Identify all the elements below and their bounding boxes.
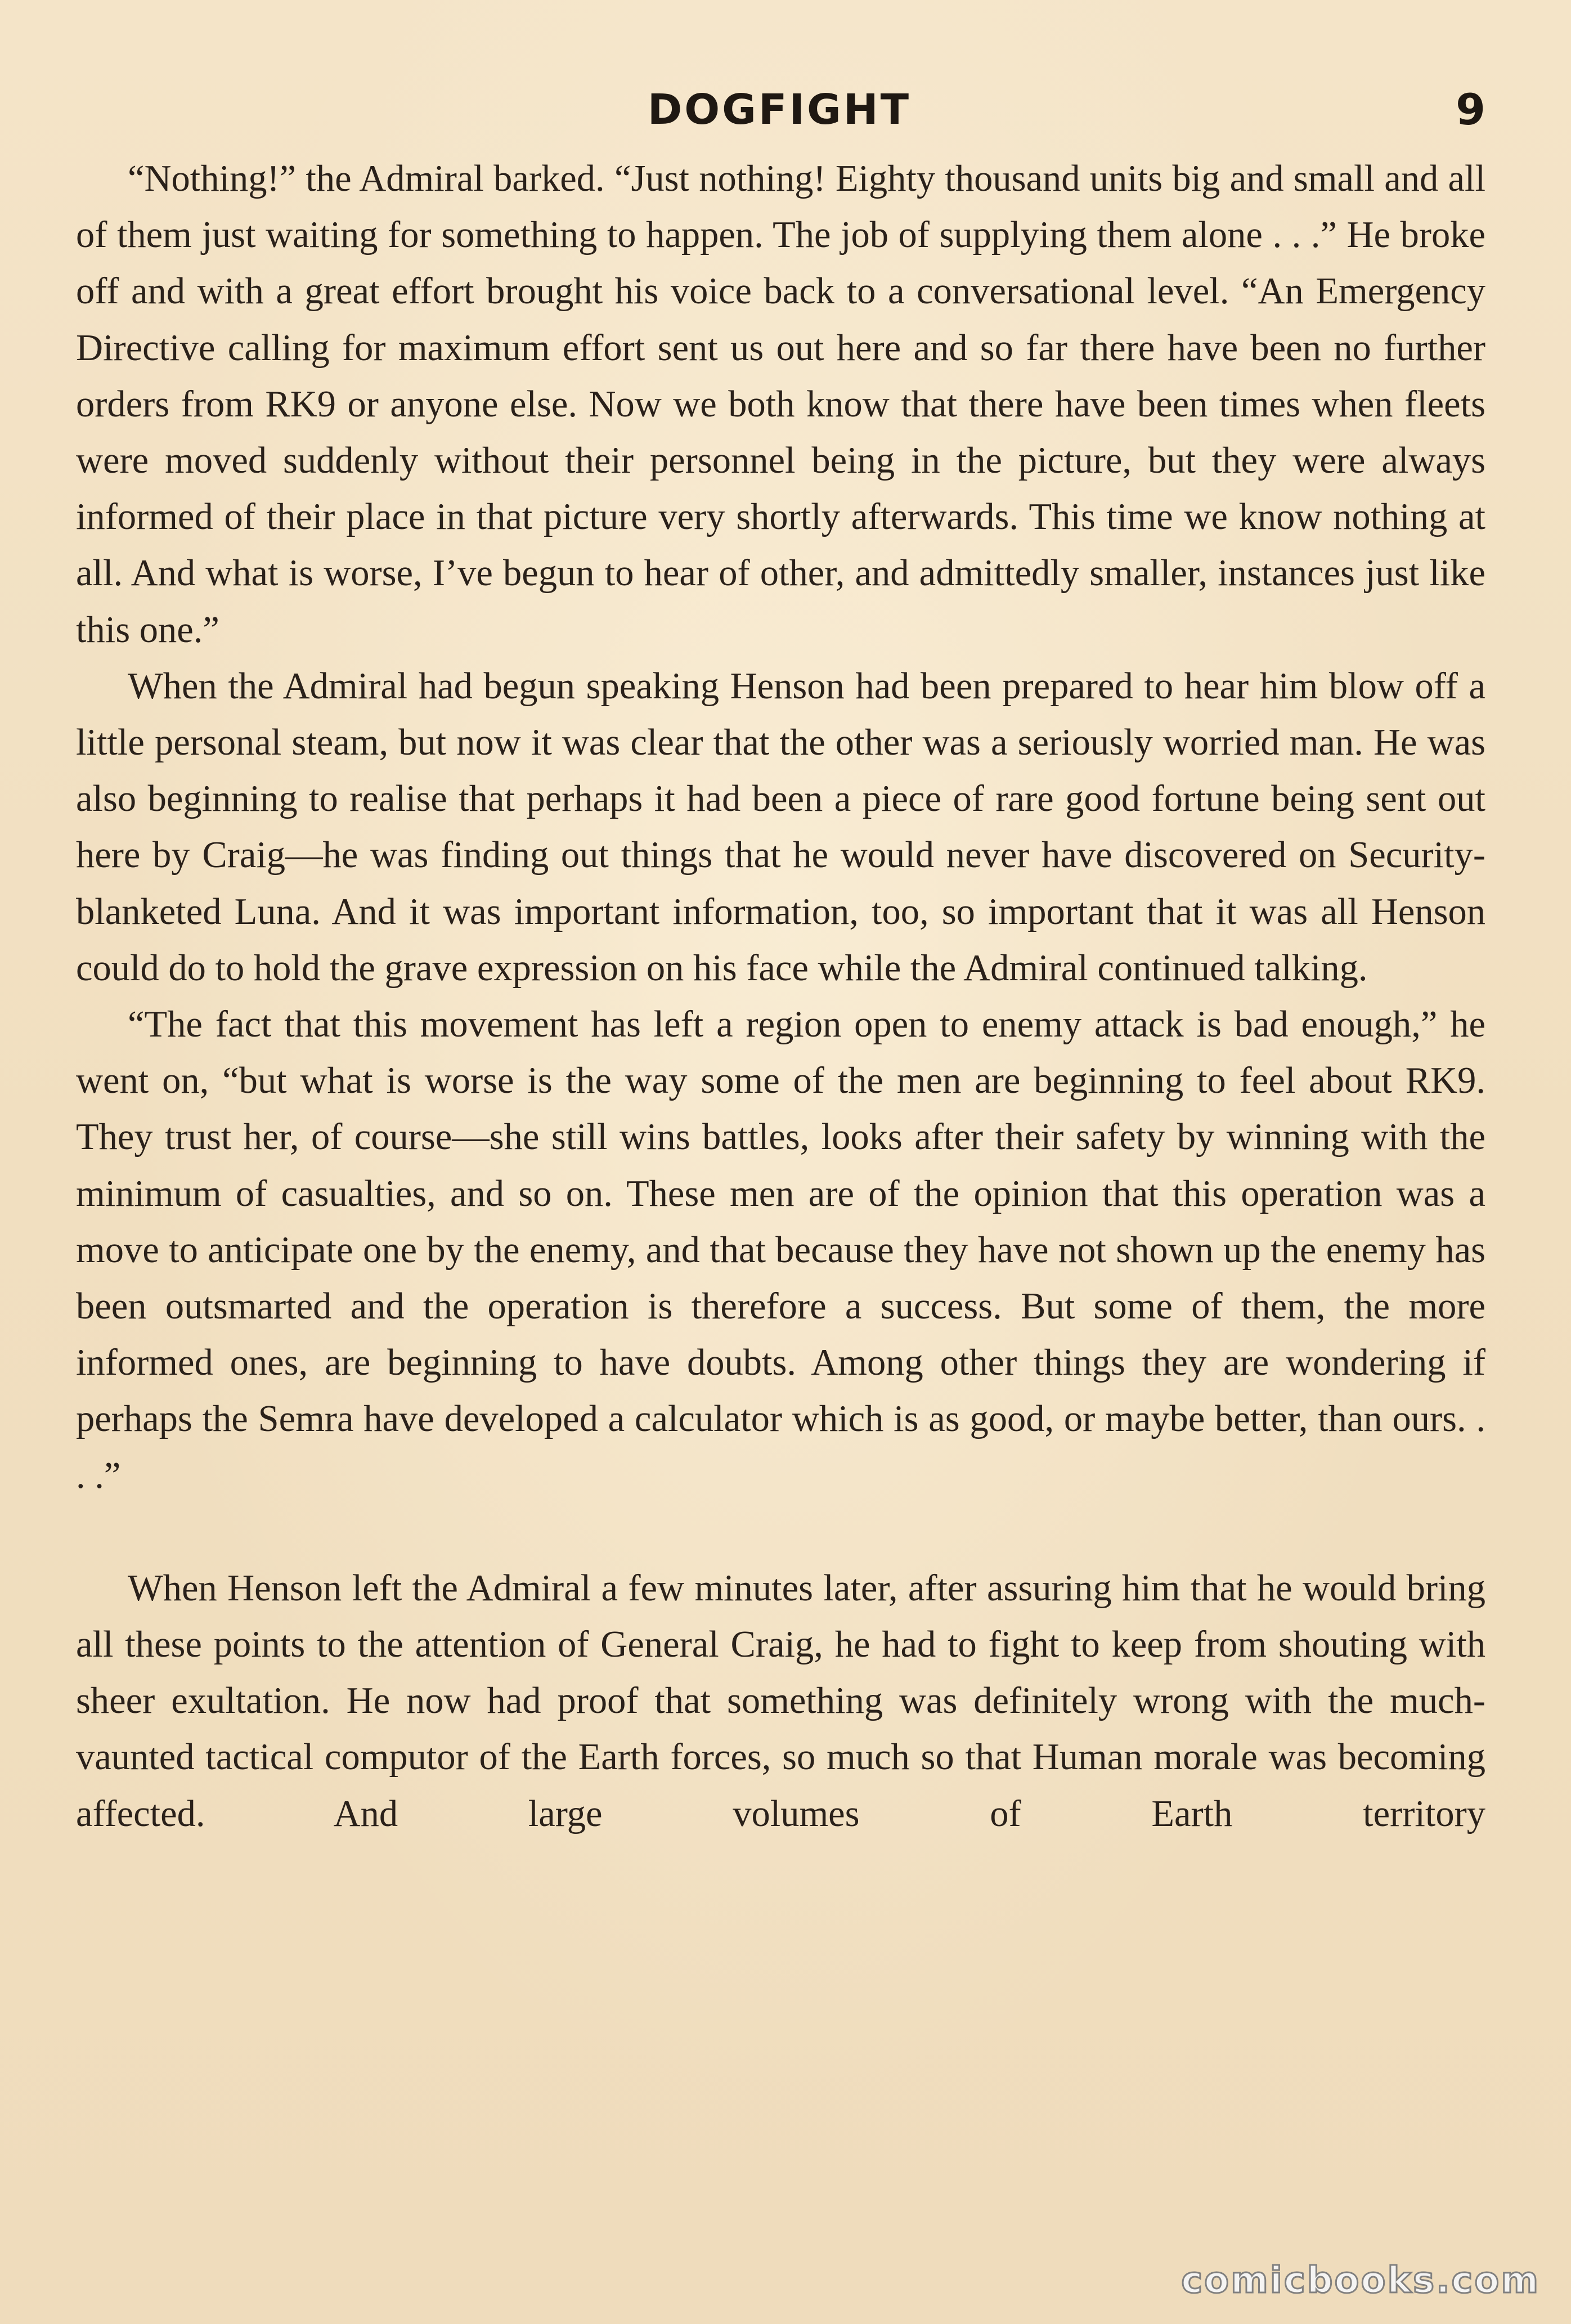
paragraph-henson-leaves: When Henson left the Admiral a few minutes later, after assuring him that he would bring all these points to the attention of General Craig, he had to fight to keep from shouting with sheer exultation. He now had proof that something was definitely wrong with the much-vaunted tactical computor of the Earth forces, so much so that Human morale was becoming affected. And large volumes of Earth territory <box>76 1567 1485 1834</box>
running-title: DOGFIGHT <box>647 86 912 134</box>
paragraph-henson-realisation: When the Admiral had begun speaking Henson had been prepared to hear him blow off a little personal steam, but now it was clear that the other was a seriously worried man. He was also beginning to realise that perhaps it had been a piece of rare good fortune being sent out here by Craig—he was finding out things that he would never have discovered on Security-blanketed Luna. And it was important information, too, so important that it was all Henson could do to hold the grave expression on his face while the Admiral continued talking. <box>76 665 1485 989</box>
page-number: 9 <box>1456 84 1485 134</box>
paragraph-admiral-continues: “The fact that this movement has left a region open to enemy attack is bad enough,” he went on, “but what is worse is the way some of the men are beginning to feel about RK9. They trust her, of course—she still wins battles, looks after their safety by winning with the minimum of casualties, and so on. These men are of the opinion that this operation was a move to anticipate one by the enemy, and that because they have not shown up the enemy has been outsmarted and the operation is therefore a success. But some of them, the more informed ones, are beginning to have doubts. Among other things they are wondering if perhaps the Semra have developed a calculator which is as good, or maybe better, than ours. . . .” <box>76 1004 1485 1496</box>
body-text <box>76 151 1485 1842</box>
page-header <box>73 84 1485 135</box>
watermark-text: comicbooks.com <box>1181 2260 1540 2301</box>
paragraph-admiral-speech: “Nothing!” the Admiral barked. “Just nothing! Eighty thousand units big and small and all of them just waiting for something to happen. The job of supplying them alone . . .” He broke off and with a great effort brought his voice back to a conversational level. “An Emergency Directive calling for maximum effort sent us out here and so far there have been no further orders from RK9 or anyone else. Now we both know that there have been times when fleets were moved suddenly without their personnel being in the picture, but they were always informed of their place in that picture very shortly afterwards. This time we know nothing at all. And what is worse, I’ve begun to hear of other, and admittedly smaller, instances just like this one.” <box>76 158 1485 650</box>
